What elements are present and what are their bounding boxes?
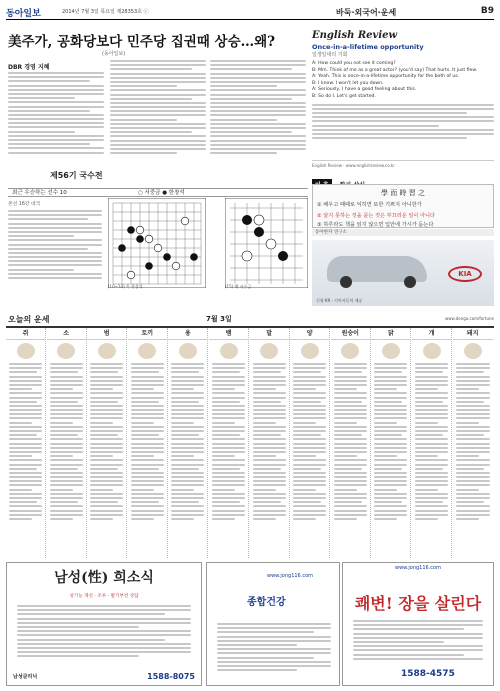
mens-health-ad-text: 성기능 개선 · 조루 · 발기부전 상담 xyxy=(69,594,139,599)
car-advertisement[interactable] xyxy=(312,240,494,306)
zodiac-label: 말 xyxy=(250,328,289,340)
bowel-health-ad[interactable] xyxy=(342,562,494,686)
article-column-3 xyxy=(210,60,306,156)
hanja-phrase: 學 而 時 習 之 xyxy=(381,189,425,197)
dialogue-line: B: So do I. Let's get started. xyxy=(312,93,376,99)
hanja-option: ② 알지 못하는 것을 묻는 것은 부끄러운 일이 아니다 xyxy=(317,213,436,219)
english-dialogue xyxy=(312,61,494,101)
zodiac-label: 토끼 xyxy=(128,328,167,340)
horoscope-column xyxy=(209,328,249,558)
dialogue-line: B: Mm. Think of me as a great actor? (you'd say) That hurts. It just flew. xyxy=(312,67,478,73)
baduk-caption-right: (15) 백 서중금 xyxy=(225,284,252,289)
zodiac-label: 쥐 xyxy=(6,328,45,340)
clinic-name: 남성클리닉 xyxy=(13,674,38,680)
dragon-icon xyxy=(179,343,197,359)
horoscope-url[interactable]: www.donga.com/fortune xyxy=(445,316,494,321)
baduk-board xyxy=(108,198,206,288)
issue-date: 2014년 7월 3일 목요일 제28353호 ⓒ xyxy=(62,9,149,15)
zodiac-label: 뱀 xyxy=(209,328,248,340)
horoscope-column xyxy=(331,328,371,558)
zodiac-label: 양 xyxy=(290,328,329,340)
zodiac-label: 원숭이 xyxy=(331,328,370,340)
car-wheel-icon xyxy=(340,276,352,288)
horoscope-column xyxy=(6,328,46,558)
rooster-icon xyxy=(382,343,400,359)
zodiac-label: 소 xyxy=(47,328,86,340)
rat-icon xyxy=(17,343,35,359)
car-wheel-icon xyxy=(404,276,416,288)
horoscope-column xyxy=(87,328,127,558)
section-title: 바둑·외국어·운세 xyxy=(336,8,397,17)
ox-icon xyxy=(57,343,75,359)
baduk-commentary xyxy=(8,210,102,281)
page-header xyxy=(6,6,494,20)
tiger-icon xyxy=(98,343,116,359)
dog-icon xyxy=(423,343,441,359)
baduk-round: 본선 16강 대국 xyxy=(8,202,41,207)
phone-number[interactable]: 1588-8075 xyxy=(147,672,195,681)
horse-icon xyxy=(260,343,278,359)
zodiac-label: 범 xyxy=(87,328,126,340)
article-column-2 xyxy=(110,60,206,156)
page-number: B9 xyxy=(480,6,494,16)
article-headline: 美주가, 공화당보다 민주당 집권때 상승…왜? xyxy=(8,34,276,50)
horoscope-title: 오늘의 운세 xyxy=(8,315,50,324)
horoscope-column xyxy=(250,328,290,558)
newspaper-logo: 동아일보 xyxy=(6,9,41,19)
pig-icon xyxy=(464,343,482,359)
hanja-header xyxy=(312,172,494,182)
mens-health-ad-title: 남성(性) 희소식 xyxy=(54,570,154,586)
monkey-icon xyxy=(341,343,359,359)
article-column-1 xyxy=(8,72,104,156)
baduk-players: ○ 서중금 ● 한창석 xyxy=(138,190,185,196)
horoscope-column xyxy=(453,328,493,558)
zodiac-label: 개 xyxy=(412,328,451,340)
car-ad-caption: 신형 K9 · 기아자동차 제공 xyxy=(316,298,363,303)
baduk-title: 제56기 국수전 xyxy=(50,171,103,180)
english-review-translation: 일생일대의 기회 xyxy=(312,52,348,58)
hanja-option: ③ 하루라도 책을 읽지 않으면 입안에 가시가 돋는다 xyxy=(317,222,434,228)
sheep-icon xyxy=(301,343,319,359)
article-byline: (동아일보) xyxy=(102,51,126,57)
bowel-ad-url[interactable]: www.jong116.com xyxy=(394,565,441,571)
baduk-subtitle-left: 최근 우승하는 선수 10 xyxy=(12,190,67,196)
dialogue-line: A: How could you not see it coming? xyxy=(312,61,396,66)
horoscope-column xyxy=(128,328,168,558)
dialogue-line: A: Seriously, I have a good feeling about this. xyxy=(312,87,417,93)
health-product-ad[interactable] xyxy=(206,562,340,686)
ad-url[interactable]: www.jong116.com xyxy=(267,573,314,579)
english-review-ad: English Review · www.englishreview.co.kr xyxy=(312,160,494,168)
horoscope-date: 7월 3일 xyxy=(206,315,232,323)
health-product-title: 종합건강 xyxy=(247,597,286,608)
bowel-ad-phone[interactable]: 1588-4575 xyxy=(401,669,455,679)
bowel-ad-title: 쾌변! 장을 살린다 xyxy=(354,594,482,613)
snake-icon xyxy=(220,343,238,359)
baduk-subheader xyxy=(8,188,308,197)
article-box-label: DBR 경영 지혜 xyxy=(8,64,50,71)
zodiac-label: 용 xyxy=(168,328,207,340)
zodiac-label: 닭 xyxy=(371,328,410,340)
rabbit-icon xyxy=(138,343,156,359)
zodiac-label: 돼지 xyxy=(453,328,493,340)
hanja-box xyxy=(312,184,494,228)
horoscope-column xyxy=(47,328,87,558)
english-review-title: English Review xyxy=(312,30,398,41)
horoscope-column xyxy=(290,328,330,558)
hanja-footer: 동아한자 연구소 xyxy=(312,229,494,236)
dialogue-line: A: Yeah. This is once-in-a-lifetime opportunity for the both of us. xyxy=(312,74,460,80)
horoscope-table xyxy=(6,326,494,558)
baduk-diagram-2 xyxy=(225,198,308,288)
dialogue-line: B: I know. I won't let you down. xyxy=(312,80,384,86)
kia-logo: KIA xyxy=(448,266,482,282)
english-review-box xyxy=(312,30,494,158)
english-review-phrase: Once-in-a-lifetime opportunity xyxy=(312,43,424,51)
baduk-caption-left: (10~14) 흑 한창석 xyxy=(108,284,143,289)
horoscope-column xyxy=(371,328,411,558)
horoscope-column xyxy=(168,328,208,558)
mens-health-ad[interactable] xyxy=(6,562,202,686)
hanja-option: ① 배우고 때때로 익히면 또한 기쁘지 아니한가 xyxy=(317,202,422,208)
horoscope-column xyxy=(412,328,452,558)
